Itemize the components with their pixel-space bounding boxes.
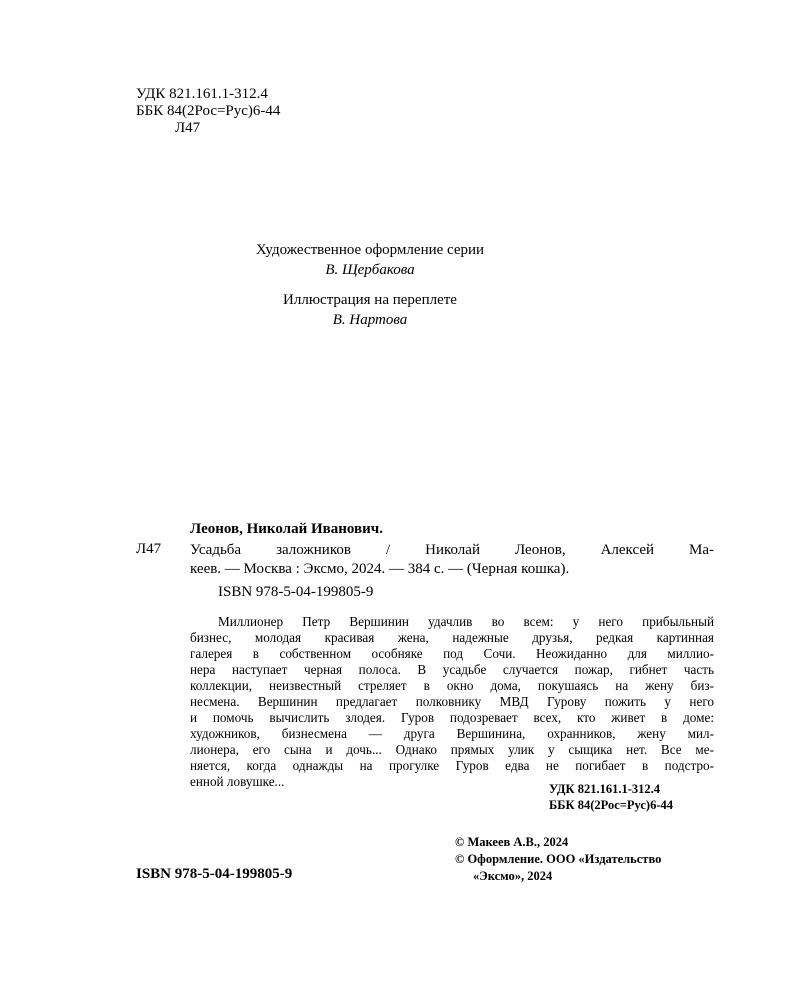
design-label: Художественное оформление серии <box>255 242 485 258</box>
entry-line-1: Усадьба заложников / Николай Леонов, Алексей Ма- <box>190 542 714 558</box>
annotation-line: галерея в собственном особняке под Сочи. Неожиданно для миллио- <box>190 646 714 661</box>
annotation-line: нера наступает черная полоса. В усадьбе случается пожар, гибнет часть <box>190 662 714 677</box>
entry-line-2: кеев. — Москва : Эксмо, 2024. — 384 с. — (Черная кошка). <box>190 561 570 577</box>
copyright-line-2: © Оформление. ООО «Издательство <box>455 852 662 866</box>
bottom-classification <box>549 781 673 813</box>
entry-author-sign: Л47 <box>136 541 162 557</box>
annotation-line: енной ловушке... <box>190 774 285 789</box>
copyright-line-3: «Эксмо», 2024 <box>473 869 553 883</box>
annotation-line: и помочь вычислить злодея. Гуров подозревает всех, кто живет в доме: <box>190 710 714 725</box>
annotation-text <box>190 614 714 790</box>
udk-code: УДК 821.161.1-312.4 <box>136 86 268 102</box>
annotation-line: несмена. Вершинин предлагает полковнику МВД Гурову пожить у него <box>190 694 714 709</box>
bottom-bbk: ББК 84(2Рос=Рус)6-44 <box>549 798 673 812</box>
copyright-notice <box>455 834 661 885</box>
annotation-line: лионера, его сына и дочь... Однако прямых улик у сыщика нет. Все ме- <box>190 742 714 757</box>
isbn-bottom: ISBN 978-5-04-199805-9 <box>136 866 293 882</box>
annotation-line: Миллионер Петр Вершинин удачлив во всем: у него прибыльный <box>218 614 714 629</box>
bottom-udk: УДК 821.161.1-312.4 <box>549 782 660 796</box>
design-credit <box>0 240 740 280</box>
entry-isbn: ISBN 978-5-04-199805-9 <box>218 584 374 600</box>
annotation-line: няется, когда однажды на прогулке Гуров едва не погибает в подстро- <box>190 758 714 773</box>
annotation-line: коллекции, неизвестный стреляет в окно дома, покушаясь на жену биз- <box>190 678 714 693</box>
design-name: В. Щербакова <box>325 262 415 278</box>
author-sign: Л47 <box>175 120 201 136</box>
bbk-code: ББК 84(2Рос=Рус)6-44 <box>136 103 281 119</box>
illustration-name: В. Нартова <box>332 312 408 328</box>
annotation-line: художников, бизнесмена — друга Вершинина, охранников, жену мил- <box>190 726 714 741</box>
author-heading: Леонов, Николай Иванович. <box>190 521 383 537</box>
classification-codes <box>136 86 280 137</box>
annotation-line: бизнес, молодая красивая жена, надежные друзья, редкая картинная <box>190 630 714 645</box>
illustration-credit <box>0 290 740 330</box>
illustration-label: Иллюстрация на переплете <box>283 292 457 308</box>
catalog-entry <box>190 541 714 579</box>
copyright-line-1: © Макеев А.В., 2024 <box>455 835 569 849</box>
